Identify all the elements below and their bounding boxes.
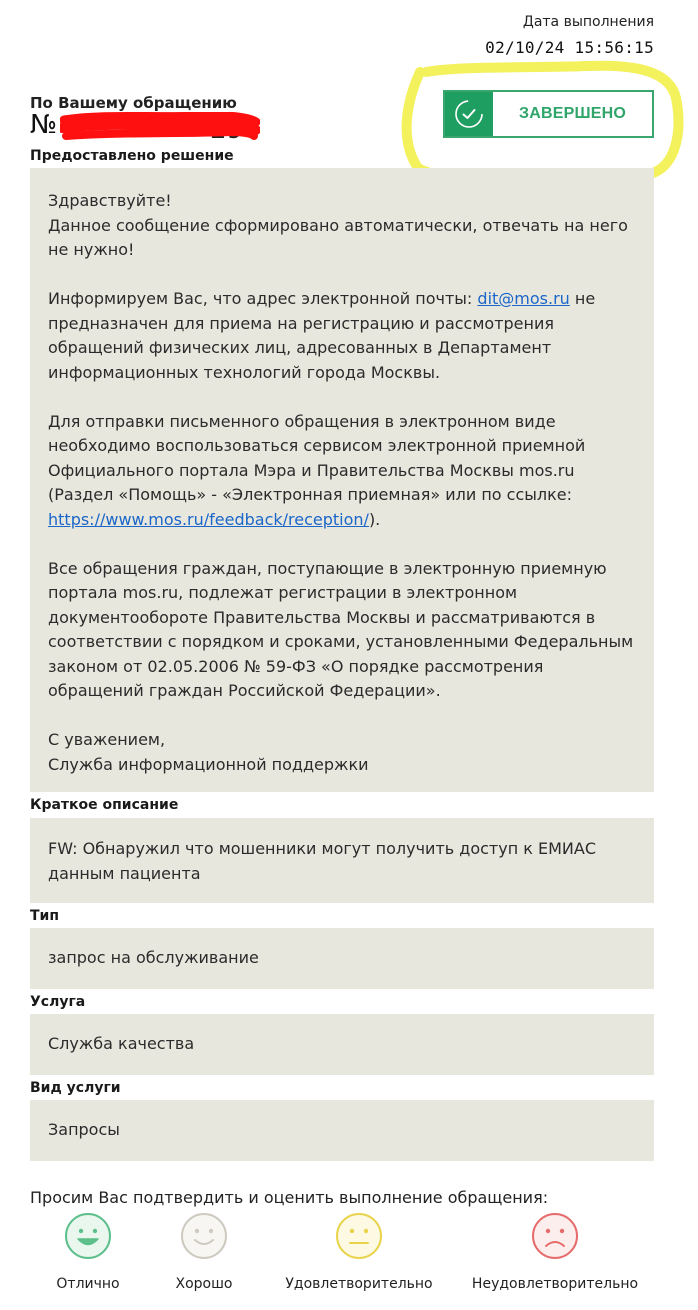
summary-value: FW: Обнаружил что мошенники могут получить доступ к ЕМИАС данным пациента	[48, 839, 597, 883]
neutral-face-icon	[335, 1212, 383, 1260]
type-value: запрос на обслуживание	[48, 948, 259, 967]
request-number-prefix: №	[30, 110, 58, 140]
solution-auto-notice: Данное сообщение сформировано автоматически, отвечать на него не нужно!	[48, 215, 628, 259]
solution-label: Предоставлено решение	[30, 148, 234, 164]
rating-good-label: Хорошо	[175, 1276, 233, 1292]
solution-regards: С уважением,	[48, 730, 166, 749]
execution-date	[485, 12, 654, 57]
rating-excellent-label: Отлично	[56, 1276, 120, 1292]
big-smile-icon	[64, 1212, 112, 1260]
solution-paragraph-reception: Для отправки письменного обращения в электронном виде необходимо воспользоваться сервисом электронной приемной Официального портала Мэра и Правительства Москвы mos.ru (Раздел «Помощь» - «Электронная приемная» или по ссылке: https://www.mos.ru/feedback/reception/).	[48, 411, 586, 529]
service-box	[30, 1014, 654, 1075]
request-number	[30, 110, 57, 140]
rating-unsatisfactory-label: Неудовлетворительно	[471, 1276, 639, 1292]
status-icon-box	[445, 92, 493, 136]
rating-good[interactable]	[114, 1212, 294, 1292]
sad-face-icon	[531, 1212, 579, 1260]
rating-unsatisfactory[interactable]	[465, 1212, 645, 1292]
email-link[interactable]: dit@mos.ru	[477, 289, 570, 308]
type-label: Тип	[30, 908, 60, 924]
service-value: Служба качества	[48, 1034, 195, 1053]
rating-options	[0, 1212, 698, 1302]
solution-greeting: Здравствуйте!	[48, 191, 172, 210]
svg-text:3: 3	[62, 115, 79, 144]
svg-text:29: 29	[210, 115, 244, 144]
summary-label: Краткое описание	[30, 797, 179, 813]
service-kind-box	[30, 1100, 654, 1161]
reception-link[interactable]: https://www.mos.ru/feedback/reception/	[48, 509, 369, 529]
status-badge	[443, 90, 654, 138]
solution-paragraph-email: Информируем Вас, что адрес электронной почты: dit@mos.ru не предназначен для приема на регистрацию и рассмотрения обращений физических лиц, адресованных в Департамент информационных технологий города Москвы.	[48, 289, 596, 382]
solution-box	[30, 168, 654, 792]
rating-satisfactory[interactable]	[269, 1212, 449, 1292]
status-label: ЗАВЕРШЕНО	[518, 105, 627, 122]
execution-date-label: Дата выполнения	[522, 14, 654, 30]
type-box	[30, 928, 654, 989]
service-kind-value: Запросы	[48, 1120, 120, 1139]
execution-date-value: 02/10/24 15:56:15	[485, 38, 654, 57]
check-circle-icon	[453, 98, 485, 130]
solution-paragraph-registration: Все обращения граждан, поступающие в электронную приемную портала mos.ru, подлежат регистрации в электронном документообороте Правительства Москвы и рассматриваются в соответствии с порядком и сроками, установленными Федеральным законом от 02.05.2006 № 59-ФЗ «О порядке рассмотрения обращений граждан Российской Федерации».	[48, 558, 634, 700]
rating-satisfactory-label: Удовлетворительно	[285, 1276, 433, 1292]
service-label: Услуга	[30, 994, 86, 1010]
summary-box	[30, 818, 654, 903]
redaction-scribble	[60, 112, 260, 144]
service-kind-label: Вид услуги	[30, 1080, 121, 1096]
solution-signature: Служба информационной поддержки	[48, 754, 369, 774]
smile-icon	[180, 1212, 228, 1260]
rating-prompt: Просим Вас подтвердить и оценить выполнение обращения:	[30, 1188, 549, 1207]
request-label: По Вашему обращению	[30, 94, 237, 112]
